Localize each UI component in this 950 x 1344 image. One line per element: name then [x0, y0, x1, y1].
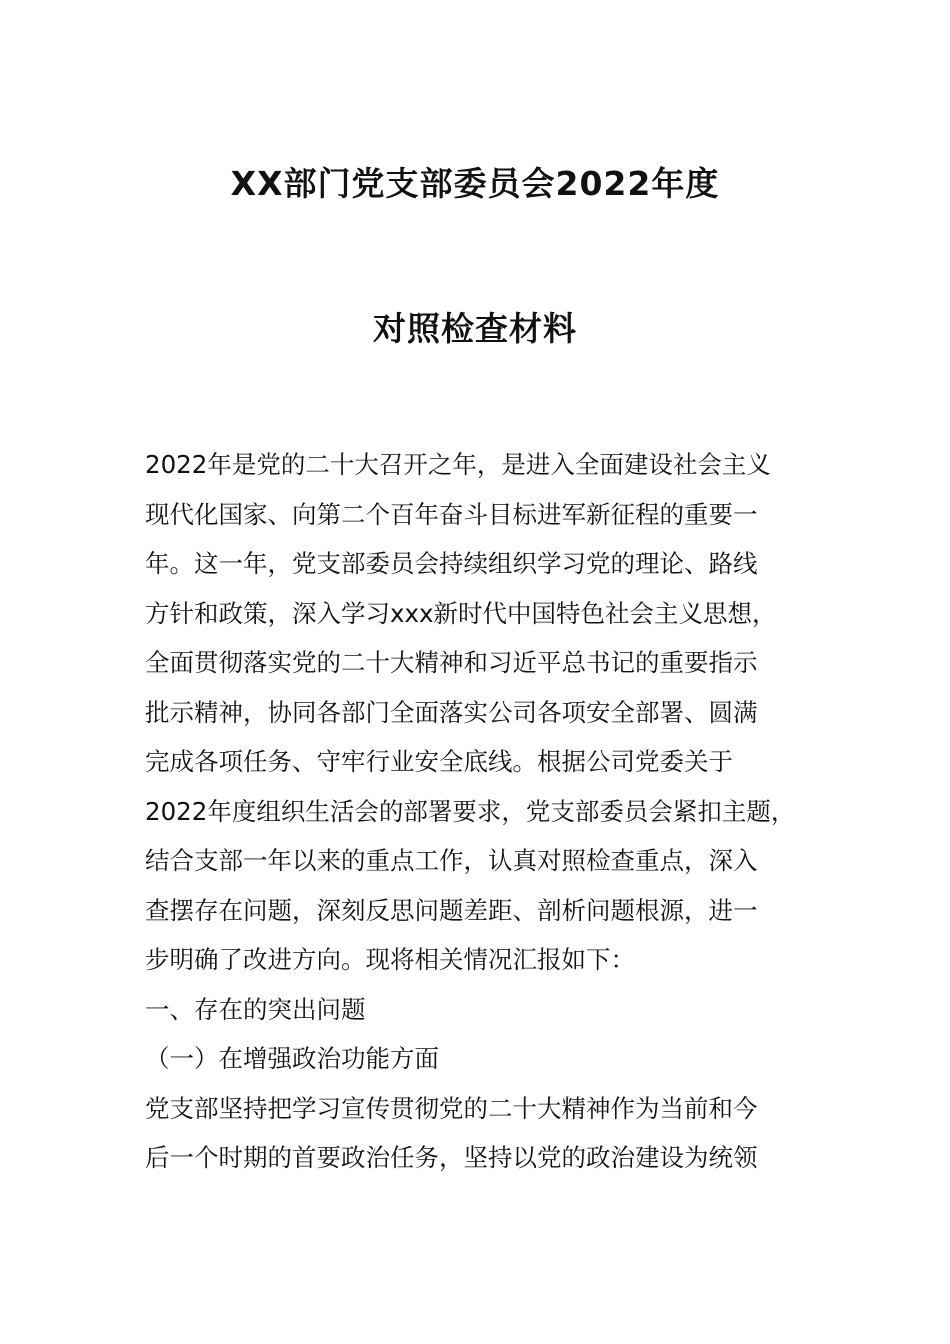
body-line: 全面贯彻落实党的二十大精神和习近平总书记的重要指示 — [145, 648, 758, 677]
body-line: 完成各项任务、守牢行业安全底线。根据公司党委关于 — [145, 747, 733, 776]
body-line: 查摆存在问题，深刻反思问题差距、剖析问题根源，进一 — [145, 895, 758, 925]
body-line: 2022年是党的二十大召开之年，是进入全面建设社会主义 — [145, 450, 771, 479]
document-title-line-2: 对照检查材料 — [373, 309, 577, 348]
body-line: 党支部坚持把学习宣传贯彻党的二十大精神作为当前和今 — [145, 1093, 758, 1123]
section-heading: 一、存在的突出问题 — [145, 994, 366, 1024]
body-line: 现代化国家、向第二个百年奋斗目标进军新征程的重要一 — [145, 499, 758, 529]
subsection-heading: （一）在增强政治功能方面 — [145, 1044, 439, 1073]
body-line: 2022年度组织生活会的部署要求，党支部委员会紧扣主题， — [145, 796, 796, 826]
body-line: 批示精神，协同各部门全面落实公司各项安全部署、圆满 — [145, 697, 758, 727]
body-line: 年。这一年，党支部委员会持续组织学习党的理论、路线 — [145, 549, 758, 578]
document-body — [145, 440, 845, 1183]
body-line: 后一个时期的首要政治任务，坚持以党的政治建设为统领 — [145, 1143, 758, 1172]
body-line: 步明确了改进方向。现将相关情况汇报如下： — [145, 945, 635, 974]
body-line: 结合支部一年以来的重点工作，认真对照检查重点，深入 — [145, 846, 758, 875]
body-line: 方针和政策，深入学习xxx新时代中国特色社会主义思想， — [145, 598, 777, 628]
document-title-line-1: XX部门党支部委员会2022年度 — [230, 164, 720, 203]
